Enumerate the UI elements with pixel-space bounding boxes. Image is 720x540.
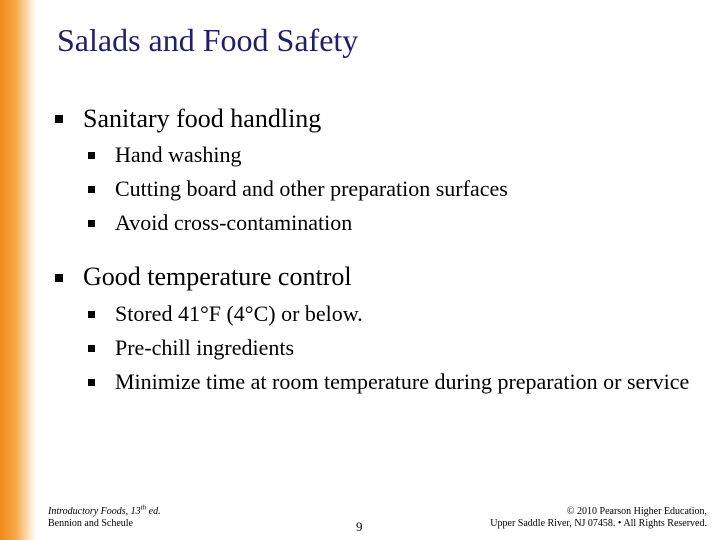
page-number: 9 [356, 519, 363, 534]
footer-book-info [48, 503, 161, 530]
list-item: Minimize time at room temperature during preparation or service [115, 369, 690, 394]
bullet-icon [88, 220, 95, 227]
slide-title: Salads and Food Safety [57, 22, 359, 58]
bullet-icon [88, 379, 95, 386]
footer-book-title: Introductory Foods, 13th ed. [48, 503, 161, 517]
copyright-line-2: Upper Saddle River, NJ 07458. • All Rights Reserved. [490, 518, 707, 529]
bullet-icon [88, 152, 95, 159]
section-heading: Good temperature control [83, 262, 352, 291]
list-item: Cutting board and other preparation surfaces [115, 176, 508, 201]
bullet-icon [55, 274, 63, 282]
bullet-icon [88, 186, 95, 193]
list-item: Hand washing [115, 142, 242, 167]
decorative-side-bar [0, 0, 36, 540]
bullet-icon [55, 115, 63, 123]
footer-copyright [490, 506, 707, 530]
copyright-line-1: © 2010 Pearson Higher Education, [566, 506, 707, 517]
bullet-icon [88, 311, 95, 318]
list-item: Stored 41°F (4°C) or below. [115, 301, 363, 326]
section-heading: Sanitary food handling [83, 104, 322, 133]
list-item: Pre-chill ingredients [115, 335, 295, 360]
list-item: Avoid cross-contamination [115, 210, 353, 235]
footer-authors: Bennion and Scheule [48, 518, 133, 529]
bullet-icon [88, 345, 95, 352]
